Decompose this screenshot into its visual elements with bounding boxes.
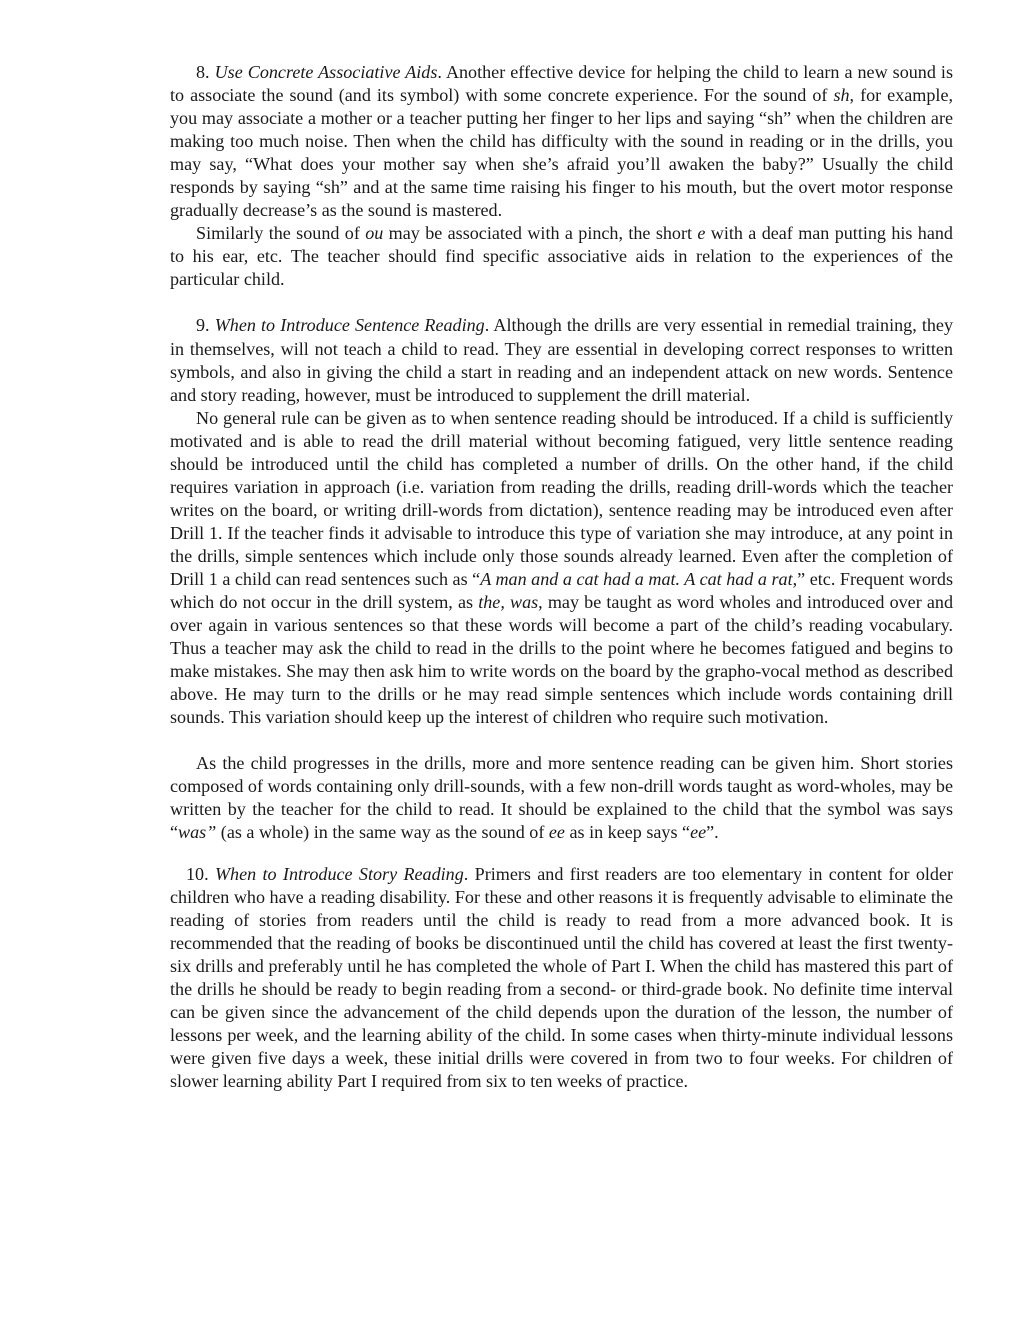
text-run: No general rule can be given as to when sentence reading should be introduced. If a child is sufficiently motivated and is able to read the drill material without becoming fatigued, very little sentence reading should be introduced until the child has completed a number of drills. On the other hand, if the child requires variation in approach (i.e. variation from reading the drills, reading drill-words which the teacher writes on the board, or writing drill-words from dictation), sentence reading may be introduced even after Drill 1. If the teacher finds it advisable to introduce this type of variation she may introduce, at any point in the drills, simple sentences which include only those sounds already learned. Even after the completion of Drill 1 a child can read sentences such as “ bbox=[170, 407, 953, 589]
section-spacer bbox=[170, 845, 953, 863]
text-run: (as a whole) in the same way as the sound of bbox=[216, 822, 549, 843]
section-9-paragraph-1: 9. When to Introduce Sentence Reading. Although the drills are very essential in remedial training, they in themselves, will not teach a child to read. They are essential in developing correct responses to written symbols, and also in giving the child a start in reading and an independent attack on new words. Sentence and story reading, however, must be introduced to supplement the drill material. bbox=[170, 315, 953, 405]
section-10-paragraph-1: 10. When to Introduce Story Reading. Primers and first readers are too elementary in content for older children who have a reading disability. For these and other reasons it is frequently advisable to eliminate the reading of stories from readers until the child is ready to read from a more advanced book. It is recommended that the reading of books be discontinued until the child has covered at least the first twenty-six drills and preferably until he has completed the whole of Part I. When the child has mastered this part of the drills he should be ready to begin reading from a second- or third-grade book. No definite time interval can be given since the advancement of the child depends upon the duration of the lesson, the number of lessons per week, and the learning ability of the child. In some cases when thirty-minute individual lessons were given five days a week, these initial drills were covered in from two to four weeks. For children of slower learning ability Part I required from six to ten weeks of practice. bbox=[170, 863, 954, 1091]
section-10-number: 10. bbox=[186, 863, 209, 884]
section-8-number: 8. bbox=[196, 62, 210, 82]
text-run: as in keep says “ bbox=[564, 822, 691, 843]
text-run: Primers and first readers are too elementary in content for older children who have a reading disability. For these and other reasons it is frequently advisable to eliminate the reading of stories from readers until the child is ready to read from a more advanced book. It is recommended that the reading of books be discontinued until the child has covered at least the first twenty-six drills and preferably until he has completed the whole of Part I. When the child has mastered this part of the drills he should be ready to begin reading from a second- or third-grade book. No definite time interval can be given since the advancement of the child depends upon the duration of the lesson, the number of lessons per week, and the learning ability of the child. In some cases when thirty-minute individual lessons were given five days a week, these initial drills were covered in from two to four weeks. For children of slower learning ability Part I required from six to ten weeks of practice. bbox=[170, 863, 954, 1091]
text-run: Similarly the sound of bbox=[196, 223, 366, 244]
section-9-paragraph-2 bbox=[170, 407, 953, 730]
text-run: Another effective device for helping the child to learn a new sound is to associate the sound (and its symbol) with some concrete experience. For the sound of bbox=[170, 62, 953, 106]
italic-text-run: e bbox=[697, 223, 706, 244]
italic-text-run: the, was bbox=[478, 592, 539, 613]
section-8-paragraph-1-body bbox=[170, 62, 953, 220]
italic-text-run: ee bbox=[548, 822, 565, 843]
text-run: , for example, you may associate a mother or a teacher putting her finger to her lips and saying “sh” when the children are making too much noise. Then when the child has difficulty with the sound in reading or in the drills, you may say, “What does your mother say when she’s afraid you’ll awaken the baby?” Usually the child responds by saying “sh” and at the same time raising his finger to his mouth, but the overt motor response gradually decrease’s as the sound is mastered. bbox=[170, 85, 953, 221]
section-9-paragraph-3 bbox=[170, 752, 953, 844]
paragraph-spacer bbox=[170, 729, 953, 752]
text-run: may be associated with a pinch, the short bbox=[383, 223, 698, 244]
section-9-number: 9. bbox=[196, 315, 210, 336]
section-8-paragraph-1: 8. Use Concrete Associative Aids. Another effective device for helping the child to learn a new sound is to associate the sound (and its symbol) with some concrete experience. For the sound of sh, for example, you may associate a mother or a teacher putting her finger to her lips and saying “sh” when the children are making too much noise. Then when the child has difficulty with the sound in reading or in the drills, you may say, “What does your mother say when she’s afraid you’ll awaken the baby?” Usually the child responds by saying “sh” and at the same time raising his finger to his mouth, but the overt motor response gradually decrease’s as the sound is mastered. bbox=[170, 62, 953, 221]
section-10-paragraph-1-body bbox=[170, 864, 953, 1091]
text-run: ,” etc. Frequent words which do not occur in the drill system, as bbox=[170, 568, 953, 613]
italic-text-run: sh bbox=[833, 85, 850, 106]
italic-text-run: ou bbox=[365, 223, 384, 244]
text-run: with a deaf man putting his hand to his ear, etc. The teacher should find specific associative aids in relation to the experiences of the particular child. bbox=[170, 223, 953, 290]
section-spacer bbox=[170, 291, 953, 314]
section-8-paragraph-2 bbox=[170, 222, 953, 291]
document-page bbox=[170, 61, 953, 1093]
section-9-heading: When to Introduce Sentence Reading bbox=[214, 315, 485, 336]
text-run: , may be taught as word wholes and introduced over and over again in various sentences so that these words will become a part of the child’s reading vocabulary. Thus a teacher may ask the child to read in the drills to the point where he becomes fatigued and begins to make mistakes. She may then ask him to write words on the board by the grapho-vocal method as described above. He may turn to the drills or he may read simple sentences which include words containing drill sounds. This variation should keep up the interest of children who require such motivation. bbox=[170, 592, 954, 728]
text-run: As the child progresses in the drills, more and more sentence reading can be given him. Short stories composed of words containing only drill-sounds, with a few non-drill words taught as word-wholes, may be written by the teacher for the child to read. It should be explained to the child that the symbol was says “ bbox=[170, 753, 953, 843]
text-run: Although the drills are very essential in remedial training, they in themselves, will not teach a child to read. They are essential in developing correct responses to written symbols, and also in giving the child a start in reading and an independent attack on new words. Sentence and story reading, however, must be introduced to supplement the drill material. bbox=[170, 315, 953, 405]
section-10-heading: When to Introduce Story Reading bbox=[214, 863, 464, 884]
italic-text-run: was” bbox=[178, 822, 217, 843]
italic-text-run: ee bbox=[690, 822, 707, 843]
italic-text-run: A man and a cat had a mat. A cat had a rat bbox=[480, 568, 793, 589]
text-run: ”. bbox=[706, 822, 719, 843]
section-8-heading: Use Concrete Associative Aids bbox=[214, 62, 438, 82]
